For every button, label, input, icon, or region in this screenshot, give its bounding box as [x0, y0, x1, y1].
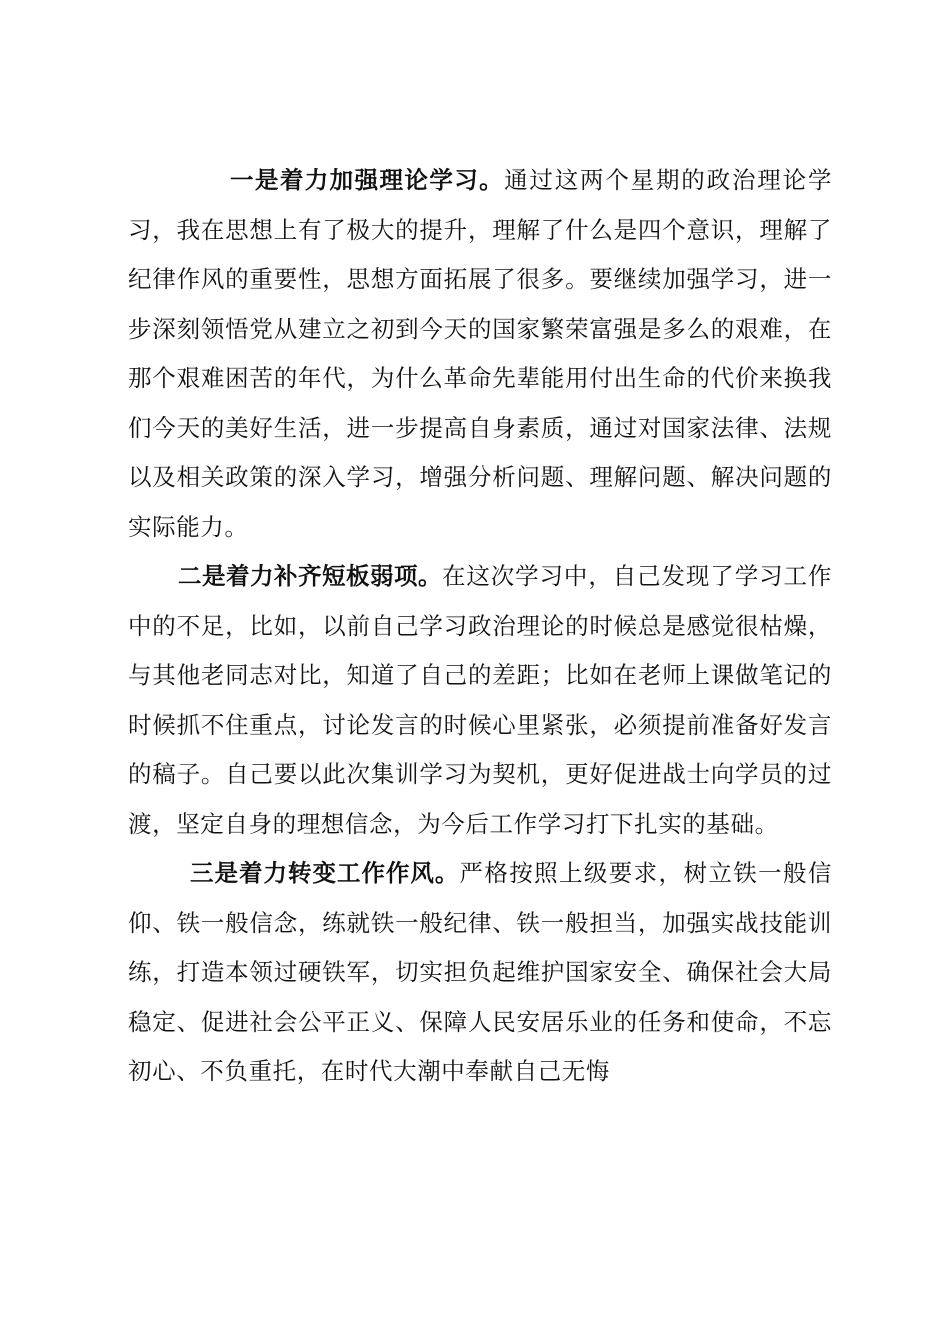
- paragraph-theory-study: [128, 156, 832, 552]
- paragraph-text: 通过这两个星期的政治理论学习，我在思想上有了极大的提升，理解了什么是四个意识，理解了纪律作风的重要性，思想方面拓展了很多。要继续加强学习，进一步深刻领悟党从建立之初到今天的国家繁荣富强是多么的艰难，在那个艰难困苦的年代，为什么革命先辈能用付出生命的代价来换我们今天的美好生活，进一步提高自身素质，通过对国家法律、法规以及相关政策的深入学习，增强分析问题、理解问题、解决问题的实际能力。: [128, 166, 832, 541]
- paragraph-weakness-improvement: [128, 552, 832, 849]
- paragraph-text: 在这次学习中，自己发现了学习工作中的不足，比如，以前自己学习政治理论的时候总是感觉很枯燥，与其他老同志对比，知道了自己的差距；比如在老师上课做笔记的时候抓不住重点，讨论发言的时候心里紧张，必须提前准备好发言的稿子。自己要以此次集训学习为契机，更好促进战士向学员的过渡，坚定自身的理想信念，为今后工作学习打下扎实的基础。: [128, 562, 832, 838]
- paragraph-heading: 一是着力加强理论学习。: [230, 166, 505, 194]
- paragraph-text: 严格按照上级要求，树立铁一般信仰、铁一般信念，练就铁一般纪律、铁一般担当，加强实战技能训练，打造本领过硬铁军，切实担负起维护国家安全、确保社会大局稳定、促进社会公平正义、保障人民安居乐业的任务和使命，不忘初心、不负重托，在时代大潮中奉献自己无悔: [128, 859, 833, 1085]
- document-body: [128, 156, 832, 1097]
- paragraph-heading: 三是着力转变工作作风。: [190, 859, 460, 887]
- paragraph-heading: 二是着力补齐短板弱项。: [178, 562, 442, 590]
- paragraph-work-style: [128, 849, 832, 1097]
